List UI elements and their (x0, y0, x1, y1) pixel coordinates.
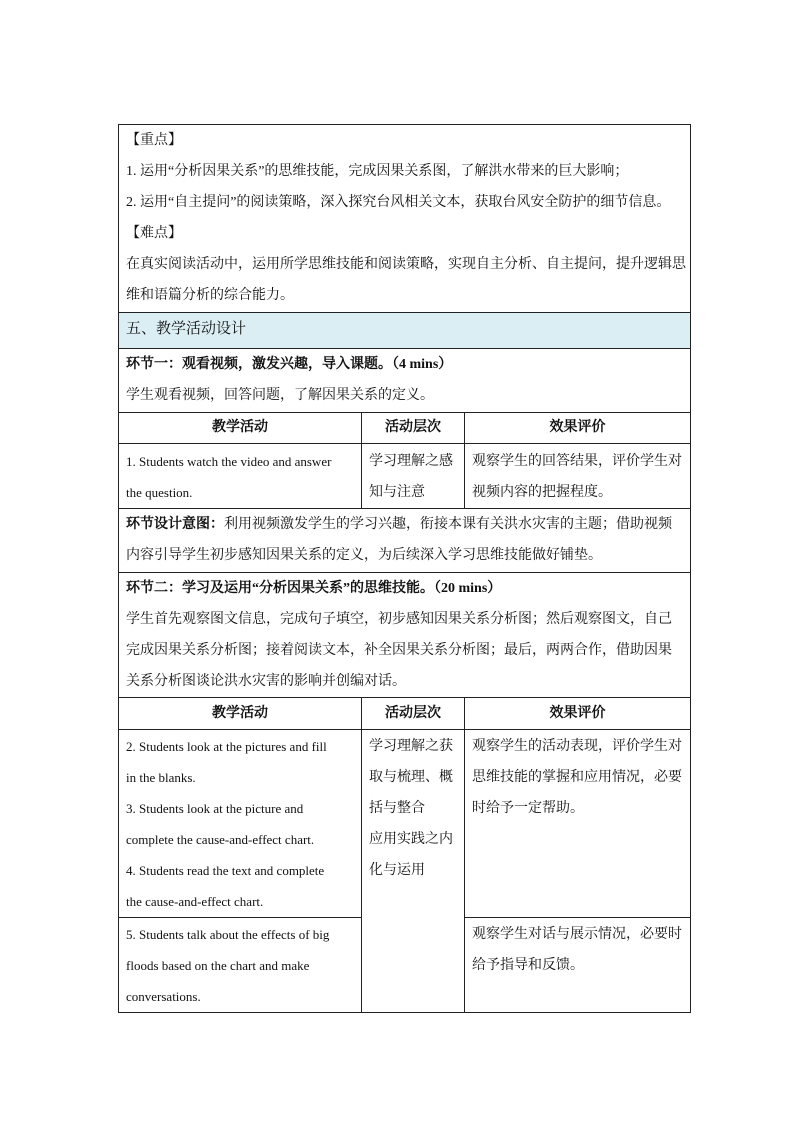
objectives-cell (118, 124, 691, 313)
difficulties-line: 维和语篇分析的综合能力。 (126, 288, 294, 303)
level-line: 化与运用 (369, 863, 425, 878)
level-line: 应用实践之内 (369, 832, 453, 847)
level-line: 学习理解之获 (369, 739, 453, 754)
stage2-evaluation-cell-b (464, 917, 691, 1013)
activity-line: in the blanks. (126, 770, 196, 785)
stage2-intro-cell (118, 572, 691, 698)
activity-line: conversations. (126, 989, 201, 1004)
evaluation-line: 观察学生的活动表现，评价学生对 (472, 739, 682, 754)
intent-line: 内容引导学生初步感知因果关系的定义，为后续深入学习思维技能做好铺垫。 (126, 548, 602, 563)
activity-line: 1. Students watch the video and answer (126, 454, 332, 469)
level-line: 知与注意 (369, 485, 425, 500)
section-title: 五、教学活动设计 (126, 321, 247, 337)
difficulties-label: 【难点】 (126, 226, 182, 241)
key-point-item: 2. 运用“自主提问”的阅读策略，深入探究台风相关文本，获取台风安全防护的细节信息。 (126, 195, 671, 210)
intent-text: 利用视频激发学生的学习兴趣，衔接本课有关洪水灾害的主题；借助视频 (224, 517, 672, 532)
level-line: 括与整合 (369, 801, 425, 816)
header-evaluation: 效果评价 (464, 412, 691, 444)
intent-line (126, 509, 686, 540)
header-level: 活动层次 (361, 412, 465, 444)
stage2-activity-cell-a (118, 729, 362, 918)
stage1-intro-cell (118, 348, 691, 413)
stage2-description-line: 完成因果关系分析图；接着阅读文本，补全因果关系分析图；最后，两两合作，借助因果 (126, 643, 672, 658)
activity-line: the question. (126, 485, 193, 500)
activity-line: 5. Students talk about the effects of big (126, 927, 330, 942)
header-evaluation: 效果评价 (464, 697, 691, 730)
stage1-level-cell (361, 443, 465, 509)
stage2-evaluation-cell-a (464, 729, 691, 918)
difficulties-line: 在真实阅读活动中，运用所学思维技能和阅读策略，实现自主分析、自主提问，提升逻辑思 (126, 257, 686, 272)
evaluation-line: 思维技能的掌握和应用情况，必要 (472, 770, 682, 785)
stage1-evaluation-cell (464, 443, 691, 509)
evaluation-line: 观察学生对话与展示情况，必要时 (472, 927, 682, 942)
intent-label: 环节设计意图： (126, 517, 224, 532)
evaluation-line: 时给予一定帮助。 (472, 801, 584, 816)
stage2-description-line: 学生首先观察图文信息，完成句子填空，初步感知因果关系分析图；然后观察图文，自己 (126, 612, 672, 627)
evaluation-line: 视频内容的把握程度。 (472, 485, 612, 500)
stage1-title: 环节一：观看视频，激发兴趣，导入课题。（4 mins） (126, 357, 453, 372)
stage2-description-line: 关系分析图谈论洪水灾害的影响并创编对话。 (126, 674, 406, 689)
activity-line: 4. Students read the text and complete (126, 863, 325, 878)
evaluation-line: 给予指导和反馈。 (472, 958, 584, 973)
activity-line: the cause-and-effect chart. (126, 894, 264, 909)
level-line: 学习理解之感 (369, 454, 453, 469)
stage1-description: 学生观看视频，回答问题，了解因果关系的定义。 (126, 388, 434, 403)
evaluation-line: 观察学生的回答结果，评价学生对 (472, 454, 682, 469)
header-activity: 教学活动 (118, 697, 362, 730)
level-line: 取与梳理、概 (369, 770, 453, 785)
stage2-level-cell (361, 729, 465, 1013)
header-activity: 教学活动 (118, 412, 362, 444)
activity-line: 2. Students look at the pictures and fill (126, 739, 327, 754)
stage1-intent-cell (118, 508, 691, 573)
stage1-activity-cell (118, 443, 362, 509)
stage2-title: 环节二：学习及运用“分析因果关系”的思维技能。（20 mins） (126, 581, 502, 596)
key-points-label: 【重点】 (126, 133, 182, 148)
key-point-item: 1. 运用“分析因果关系”的思维技能，完成因果关系图，了解洪水带来的巨大影响； (126, 164, 629, 179)
header-level: 活动层次 (361, 697, 465, 730)
activity-line: floods based on the chart and make (126, 958, 310, 973)
stage2-activity-cell-b (118, 917, 362, 1013)
activity-line: complete the cause-and-effect chart. (126, 832, 315, 847)
activity-line: 3. Students look at the picture and (126, 801, 304, 816)
section-title-cell (118, 312, 691, 349)
